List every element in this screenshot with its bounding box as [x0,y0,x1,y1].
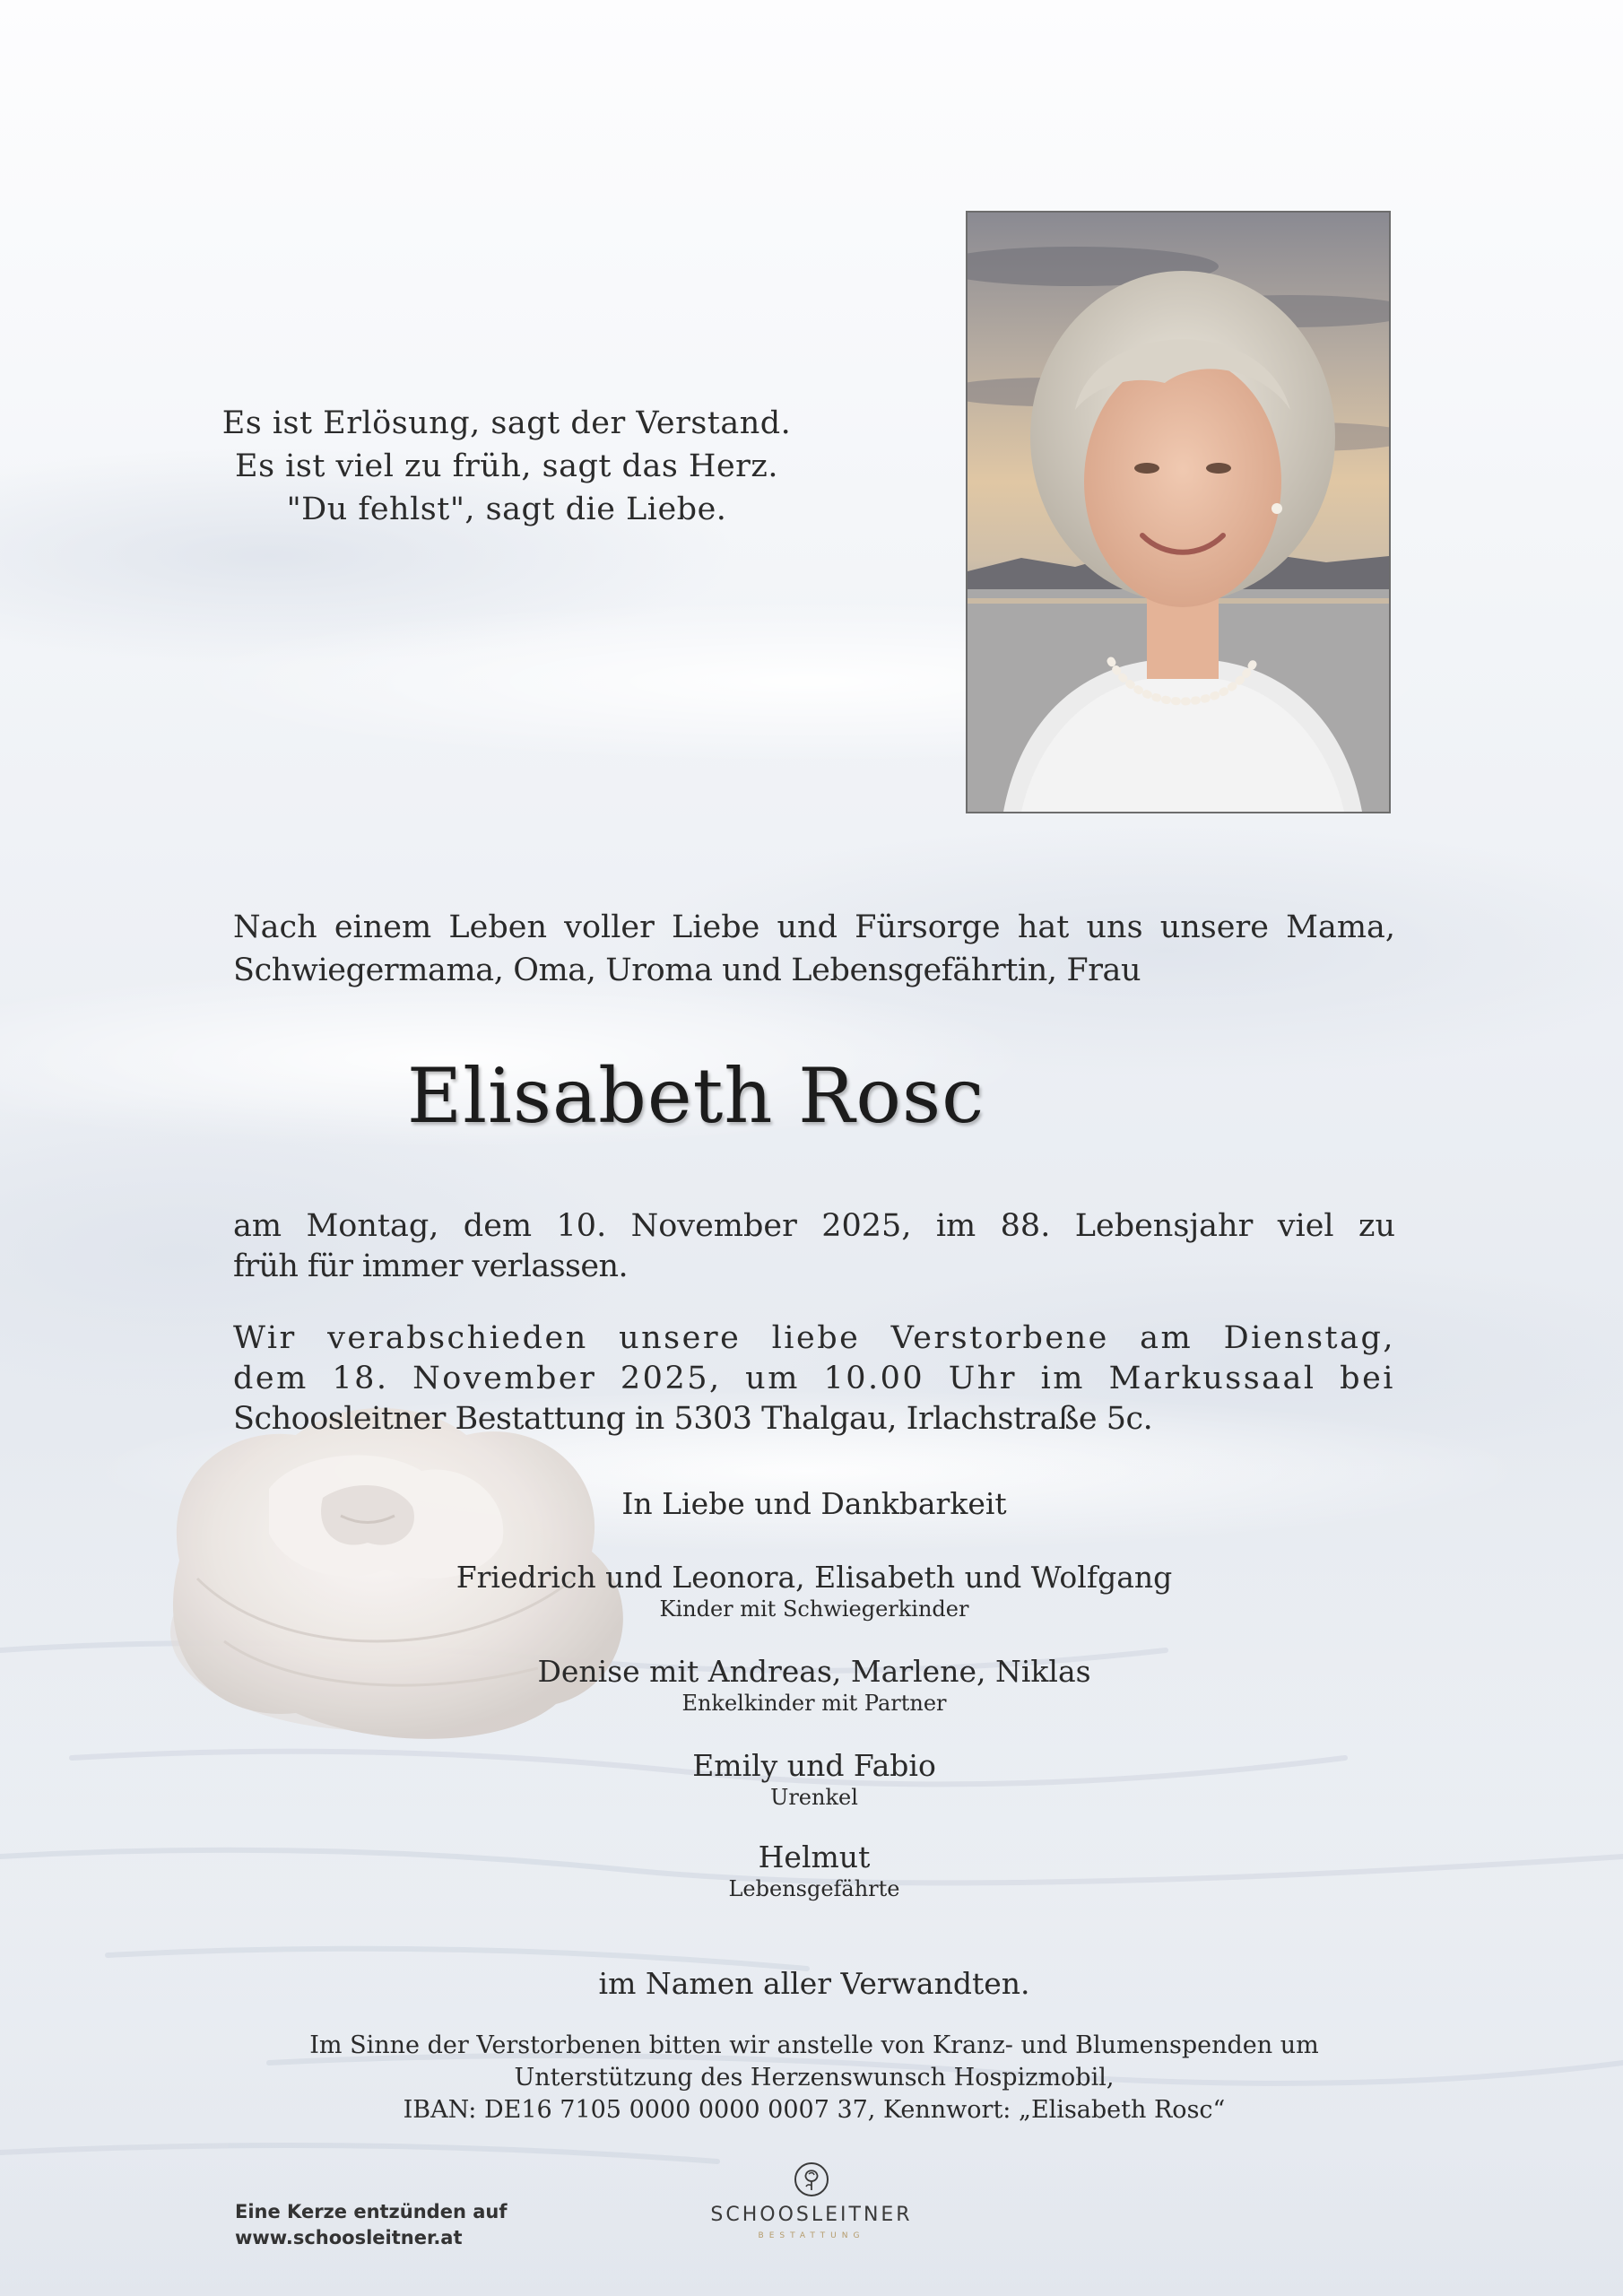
farewell-line: dem 18. November 2025, um 10.00 Uhr im Markussaal bei [233,1361,1395,1396]
donation-line: Unterstützung des Herzenswunsch Hospizmobil, [514,2064,1115,2092]
intro-line: Schwiegermama, Oma, Uroma und Lebensgefährtin, Frau [233,952,1141,988]
deceased-name [233,1051,1395,1141]
donation-request [233,2030,1395,2126]
mourner-names: Helmut [758,1839,871,1874]
mourner-role: Urenkel [770,1785,858,1810]
signoff: In Liebe und Dankbarkeit [621,1486,1007,1521]
funeral-home-logo [699,2161,924,2242]
death-notice-line: am Montag, dem 10. November 2025, im 88. Lebensjahr viel zu [233,1208,1395,1244]
mourner-role: Enkelkinder mit Partner [681,1691,947,1716]
intro-text [233,906,1395,992]
rose-icon [794,2161,829,2197]
relatives-line: im Namen aller Verwandten. [598,1966,1030,2001]
memorial-quote [161,402,1094,531]
mourner-role: Lebensgefährte [728,1876,900,1901]
farewell-notice [233,1318,1395,1439]
quote-line: Es ist Erlösung, sagt der Verstand. [221,405,792,441]
donation-line: Im Sinne der Verstorbenen bitten wir anstelle von Kranz- und Blumenspenden um [309,2031,1319,2059]
candle-website-link[interactable]: www.schoosleitner.at [235,2227,463,2248]
intro-line: Nach einem Leben voller Liebe und Fürsorge hat uns unsere Mama, [233,909,1395,945]
quote-line: "Du fehlst", sagt die Liebe. [286,491,727,527]
mourner-group [233,1839,1395,1903]
farewell-line: Wir verabschieden unsere liebe Verstorbene am Dienstag, [233,1320,1395,1356]
logo-name: SCHOOSLEITNER [710,2204,913,2226]
candle-note [235,2199,507,2251]
logo-subtitle: BESTATTUNG [758,2231,865,2240]
death-notice-line: früh für immer verlassen. [233,1248,628,1284]
mourner-names: Emily und Fabio [692,1748,936,1783]
quote-line: Es ist viel zu früh, sagt das Herz. [235,448,778,484]
mourner-group [233,1653,1395,1718]
deceased-name-text: Elisabeth Rosc [406,1052,985,1140]
mourner-role: Kinder mit Schwiegerkinder [659,1596,969,1622]
death-notice [233,1206,1395,1287]
farewell-line: Schoosleitner Bestattung in 5303 Thalgau, Irlachstraße 5c. [233,1401,1153,1437]
portrait-photo [966,211,1391,813]
candle-note-line: Eine Kerze entzünden auf [235,2201,508,2222]
mourner-group [233,1559,1395,1623]
mourner-names: Denise mit Andreas, Marlene, Niklas [537,1654,1091,1689]
mourner-group [233,1747,1395,1812]
donation-line: IBAN: DE16 7105 0000 0000 0007 37, Kennwort: „Elisabeth Rosc“ [403,2096,1226,2124]
mourner-names: Friedrich und Leonora, Elisabeth und Wolfgang [456,1560,1173,1595]
